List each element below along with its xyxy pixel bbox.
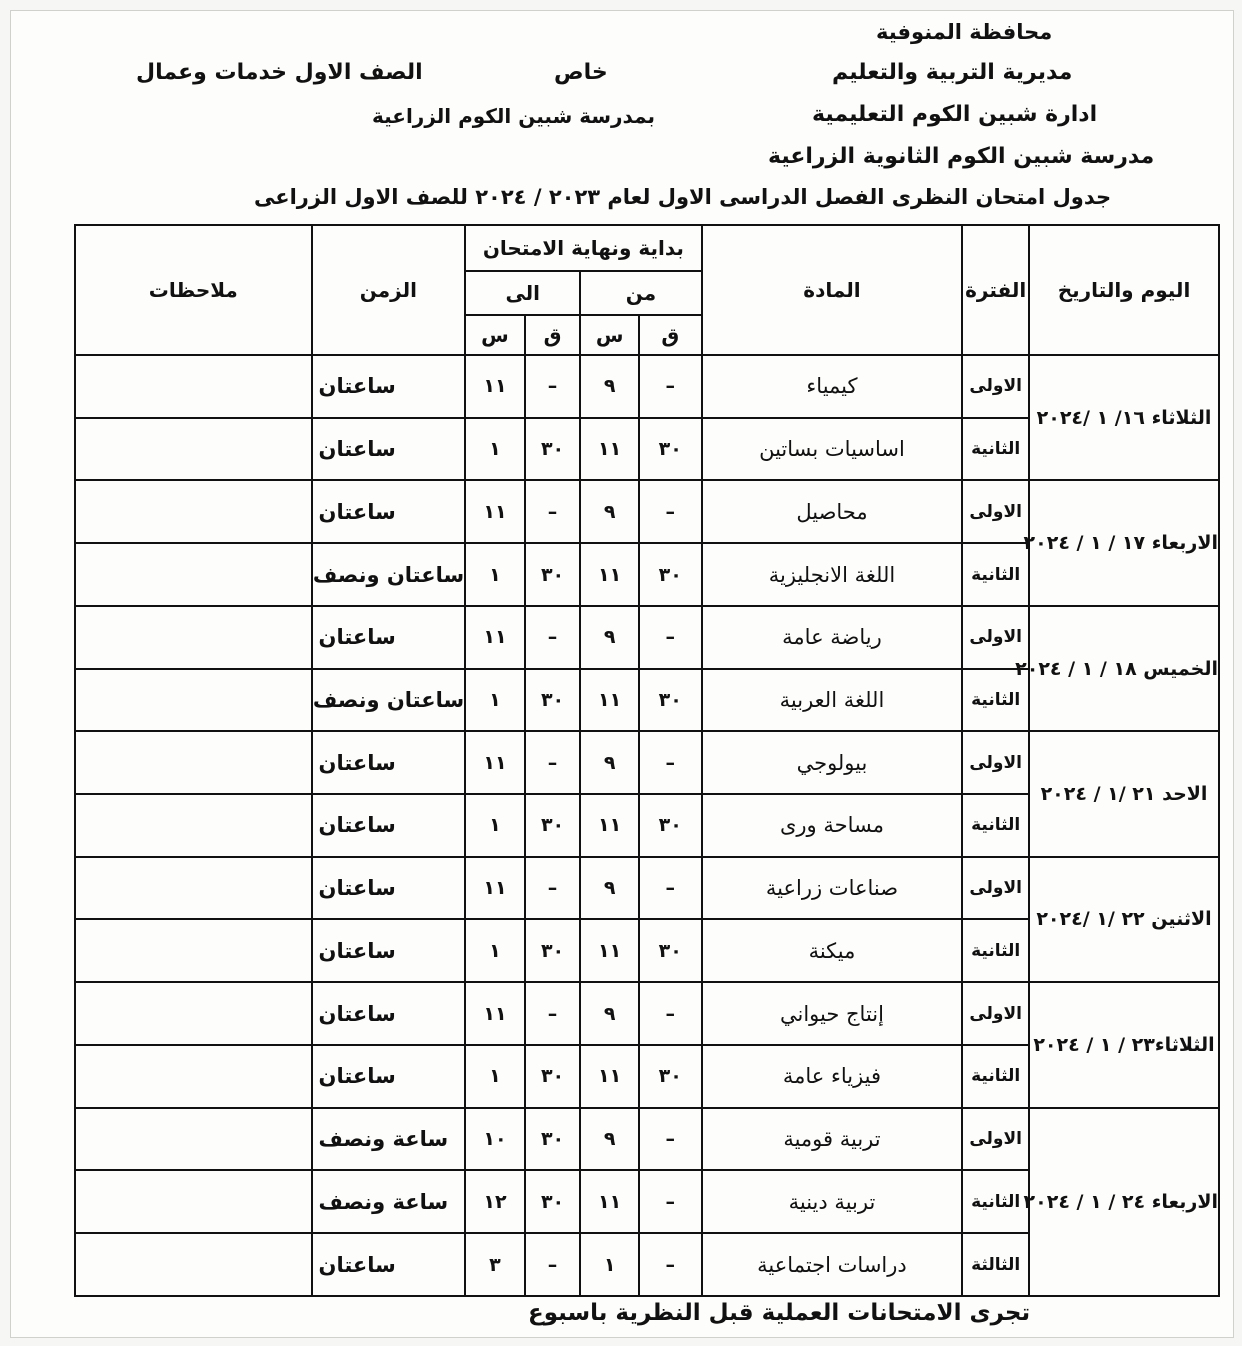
from-minute-cell: – <box>639 480 702 543</box>
from-minute-cell: – <box>639 355 702 418</box>
from-hour-cell: ١١ <box>580 543 639 606</box>
subject-cell: تربية قومية <box>702 1108 963 1171</box>
period-cell: الثانية <box>962 1170 1029 1233</box>
subject-cell: تربية دينية <box>702 1170 963 1233</box>
day-date-cell: الخميس ١٨ / ١ / ٢٠٢٤ <box>1029 606 1219 731</box>
from-hour-cell: ١ <box>580 1233 639 1296</box>
subject-cell: مساحة ورى <box>702 794 963 857</box>
subject-cell: اللغة الانجليزية <box>702 543 963 606</box>
header-to-minute: ق <box>525 315 581 355</box>
to-hour-cell: ١ <box>465 1045 525 1108</box>
school-label: مدرسة شبين الكوم الثانوية الزراعية <box>768 144 1155 169</box>
notes-cell <box>75 418 312 481</box>
to-hour-cell: ١ <box>465 669 525 732</box>
from-hour-cell: ١١ <box>580 418 639 481</box>
from-minute-cell: ٣٠ <box>639 669 702 732</box>
notes-cell <box>75 1233 312 1296</box>
to-hour-cell: ١١ <box>465 857 525 920</box>
notes-cell <box>75 1108 312 1171</box>
from-minute-cell: ٣٠ <box>639 543 702 606</box>
duration-cell: ساعة ونصف <box>312 1170 466 1233</box>
to-minute-cell: – <box>525 982 581 1045</box>
from-minute-cell: – <box>639 606 702 669</box>
period-cell: الثانية <box>962 418 1029 481</box>
duration-cell: ساعتان <box>312 480 466 543</box>
to-hour-cell: ١ <box>465 794 525 857</box>
governorate-label: محافظة المنوفية <box>876 20 1053 44</box>
to-minute-cell: – <box>525 480 581 543</box>
from-hour-cell: ٩ <box>580 606 639 669</box>
table-row <box>75 1108 1219 1171</box>
header-exam-start-end: بداية ونهاية الامتحان <box>465 225 701 271</box>
period-cell: الثانية <box>962 669 1029 732</box>
to-hour-cell: ١ <box>465 418 525 481</box>
notes-cell <box>75 919 312 982</box>
from-hour-cell: ١١ <box>580 1045 639 1108</box>
from-hour-cell: ١١ <box>580 1170 639 1233</box>
subject-cell: بيولوجي <box>702 731 963 794</box>
period-cell: الاولى <box>962 606 1029 669</box>
to-minute-cell: ٣٠ <box>525 418 581 481</box>
period-cell: الثانية <box>962 543 1029 606</box>
day-date-cell: الاربعاء ١٧ / ١ / ٢٠٢٤ <box>1029 480 1219 605</box>
from-minute-cell: – <box>639 1233 702 1296</box>
to-hour-cell: ١ <box>465 919 525 982</box>
duration-cell: ساعتان <box>312 1045 466 1108</box>
notes-cell <box>75 669 312 732</box>
from-hour-cell: ١١ <box>580 794 639 857</box>
subject-cell: رياضة عامة <box>702 606 963 669</box>
notes-cell <box>75 355 312 418</box>
table-row <box>75 355 1219 418</box>
to-minute-cell: ٣٠ <box>525 919 581 982</box>
to-hour-cell: ٣ <box>465 1233 525 1296</box>
to-minute-cell: ٣٠ <box>525 794 581 857</box>
from-hour-cell: ٩ <box>580 857 639 920</box>
table-row <box>75 606 1219 669</box>
duration-cell: ساعة ونصف <box>312 1108 466 1171</box>
table-row <box>75 480 1219 543</box>
from-minute-cell: – <box>639 731 702 794</box>
footer-note: تجرى الامتحانات العملية قبل النظرية باسبوع <box>528 1300 1031 1326</box>
duration-cell: ساعتان <box>312 1233 466 1296</box>
subject-cell: إنتاج حيواني <box>702 982 963 1045</box>
special-label: خاص <box>554 60 608 85</box>
notes-cell <box>75 1045 312 1108</box>
from-minute-cell: ٣٠ <box>639 919 702 982</box>
period-cell: الاولى <box>962 355 1029 418</box>
from-hour-cell: ١١ <box>580 669 639 732</box>
table-row <box>75 982 1219 1045</box>
to-minute-cell: ٣٠ <box>525 1170 581 1233</box>
to-minute-cell: – <box>525 355 581 418</box>
day-date-cell: الثلاثاء ١٦/ ١ /٢٠٢٤ <box>1029 355 1219 480</box>
to-minute-cell: – <box>525 857 581 920</box>
from-minute-cell: ٣٠ <box>639 794 702 857</box>
header-from-hour: س <box>580 315 639 355</box>
to-minute-cell: – <box>525 606 581 669</box>
to-hour-cell: ١١ <box>465 982 525 1045</box>
header-from: من <box>580 271 701 315</box>
from-minute-cell: – <box>639 982 702 1045</box>
table-row <box>75 857 1219 920</box>
notes-cell <box>75 1170 312 1233</box>
subject-cell: محاصيل <box>702 480 963 543</box>
notes-cell <box>75 794 312 857</box>
from-minute-cell: – <box>639 1108 702 1171</box>
to-minute-cell: ٣٠ <box>525 543 581 606</box>
period-cell: الثالثة <box>962 1233 1029 1296</box>
subject-cell: صناعات زراعية <box>702 857 963 920</box>
from-hour-cell: ٩ <box>580 731 639 794</box>
header-subject: المادة <box>702 225 963 355</box>
duration-cell: ساعتان <box>312 794 466 857</box>
day-date-cell: الاحد ٢١ /١ / ٢٠٢٤ <box>1029 731 1219 856</box>
from-minute-cell: – <box>639 857 702 920</box>
day-date-cell: الثلاثاء٢٣ / ١ / ٢٠٢٤ <box>1029 982 1219 1107</box>
period-cell: الاولى <box>962 982 1029 1045</box>
subject-cell: دراسات اجتماعية <box>702 1233 963 1296</box>
at-school-label: بمدرسة شبين الكوم الزراعية <box>372 104 655 128</box>
to-minute-cell: – <box>525 731 581 794</box>
directorate-label: مديرية التربية والتعليم <box>832 60 1073 85</box>
duration-cell: ساعتان <box>312 982 466 1045</box>
duration-cell: ساعتان <box>312 355 466 418</box>
to-hour-cell: ١١ <box>465 355 525 418</box>
to-minute-cell: ٣٠ <box>525 1045 581 1108</box>
header-duration: الزمن <box>312 225 466 355</box>
day-date-cell: الاربعاء ٢٤ / ١ / ٢٠٢٤ <box>1029 1108 1219 1296</box>
notes-cell <box>75 731 312 794</box>
from-hour-cell: ٩ <box>580 1108 639 1171</box>
header-from-minute: ق <box>639 315 702 355</box>
from-minute-cell: ٣٠ <box>639 1045 702 1108</box>
duration-cell: ساعتان <box>312 857 466 920</box>
header-notes: ملاحظات <box>75 225 312 355</box>
period-cell: الاولى <box>962 480 1029 543</box>
from-minute-cell: – <box>639 1170 702 1233</box>
notes-cell <box>75 857 312 920</box>
period-cell: الثانية <box>962 1045 1029 1108</box>
subject-cell: اللغة العربية <box>702 669 963 732</box>
duration-cell: ساعتان ونصف <box>312 543 466 606</box>
duration-cell: ساعتان <box>312 418 466 481</box>
grade-services-label: الصف الاول خدمات وعمال <box>136 60 423 85</box>
from-minute-cell: ٣٠ <box>639 418 702 481</box>
to-hour-cell: ١١ <box>465 731 525 794</box>
from-hour-cell: ١١ <box>580 919 639 982</box>
to-minute-cell: – <box>525 1233 581 1296</box>
day-date-cell: الاثنين ٢٢ /١ /٢٠٢٤ <box>1029 857 1219 982</box>
duration-cell: ساعتان ونصف <box>312 669 466 732</box>
header-to: الى <box>465 271 580 315</box>
notes-cell <box>75 982 312 1045</box>
header-period: الفترة <box>962 225 1029 355</box>
from-hour-cell: ٩ <box>580 982 639 1045</box>
subject-cell: اساسيات بساتين <box>702 418 963 481</box>
period-cell: الثانية <box>962 919 1029 982</box>
period-cell: الاولى <box>962 857 1029 920</box>
page-title: جدول امتحان النظرى الفصل الدراسى الاول لعام ٢٠٢٣ / ٢٠٢٤ للصف الاول الزراعى <box>254 185 1112 209</box>
notes-cell <box>75 606 312 669</box>
to-hour-cell: ١ <box>465 543 525 606</box>
to-hour-cell: ١١ <box>465 480 525 543</box>
duration-cell: ساعتان <box>312 731 466 794</box>
notes-cell <box>75 543 312 606</box>
notes-cell <box>75 480 312 543</box>
to-hour-cell: ١١ <box>465 606 525 669</box>
to-hour-cell: ١٠ <box>465 1108 525 1171</box>
subject-cell: فيزياء عامة <box>702 1045 963 1108</box>
exam-schedule-table <box>74 224 1220 1297</box>
period-cell: الثانية <box>962 794 1029 857</box>
subject-cell: ميكنة <box>702 919 963 982</box>
period-cell: الاولى <box>962 1108 1029 1171</box>
duration-cell: ساعتان <box>312 606 466 669</box>
header-day-date: اليوم والتاريخ <box>1029 225 1219 355</box>
administration-label: ادارة شبين الكوم التعليمية <box>812 102 1098 127</box>
from-hour-cell: ٩ <box>580 355 639 418</box>
to-minute-cell: ٣٠ <box>525 669 581 732</box>
to-hour-cell: ١٢ <box>465 1170 525 1233</box>
period-cell: الاولى <box>962 731 1029 794</box>
duration-cell: ساعتان <box>312 919 466 982</box>
from-hour-cell: ٩ <box>580 480 639 543</box>
table-row <box>75 731 1219 794</box>
subject-cell: كيمياء <box>702 355 963 418</box>
to-minute-cell: ٣٠ <box>525 1108 581 1171</box>
header-to-hour: س <box>465 315 525 355</box>
